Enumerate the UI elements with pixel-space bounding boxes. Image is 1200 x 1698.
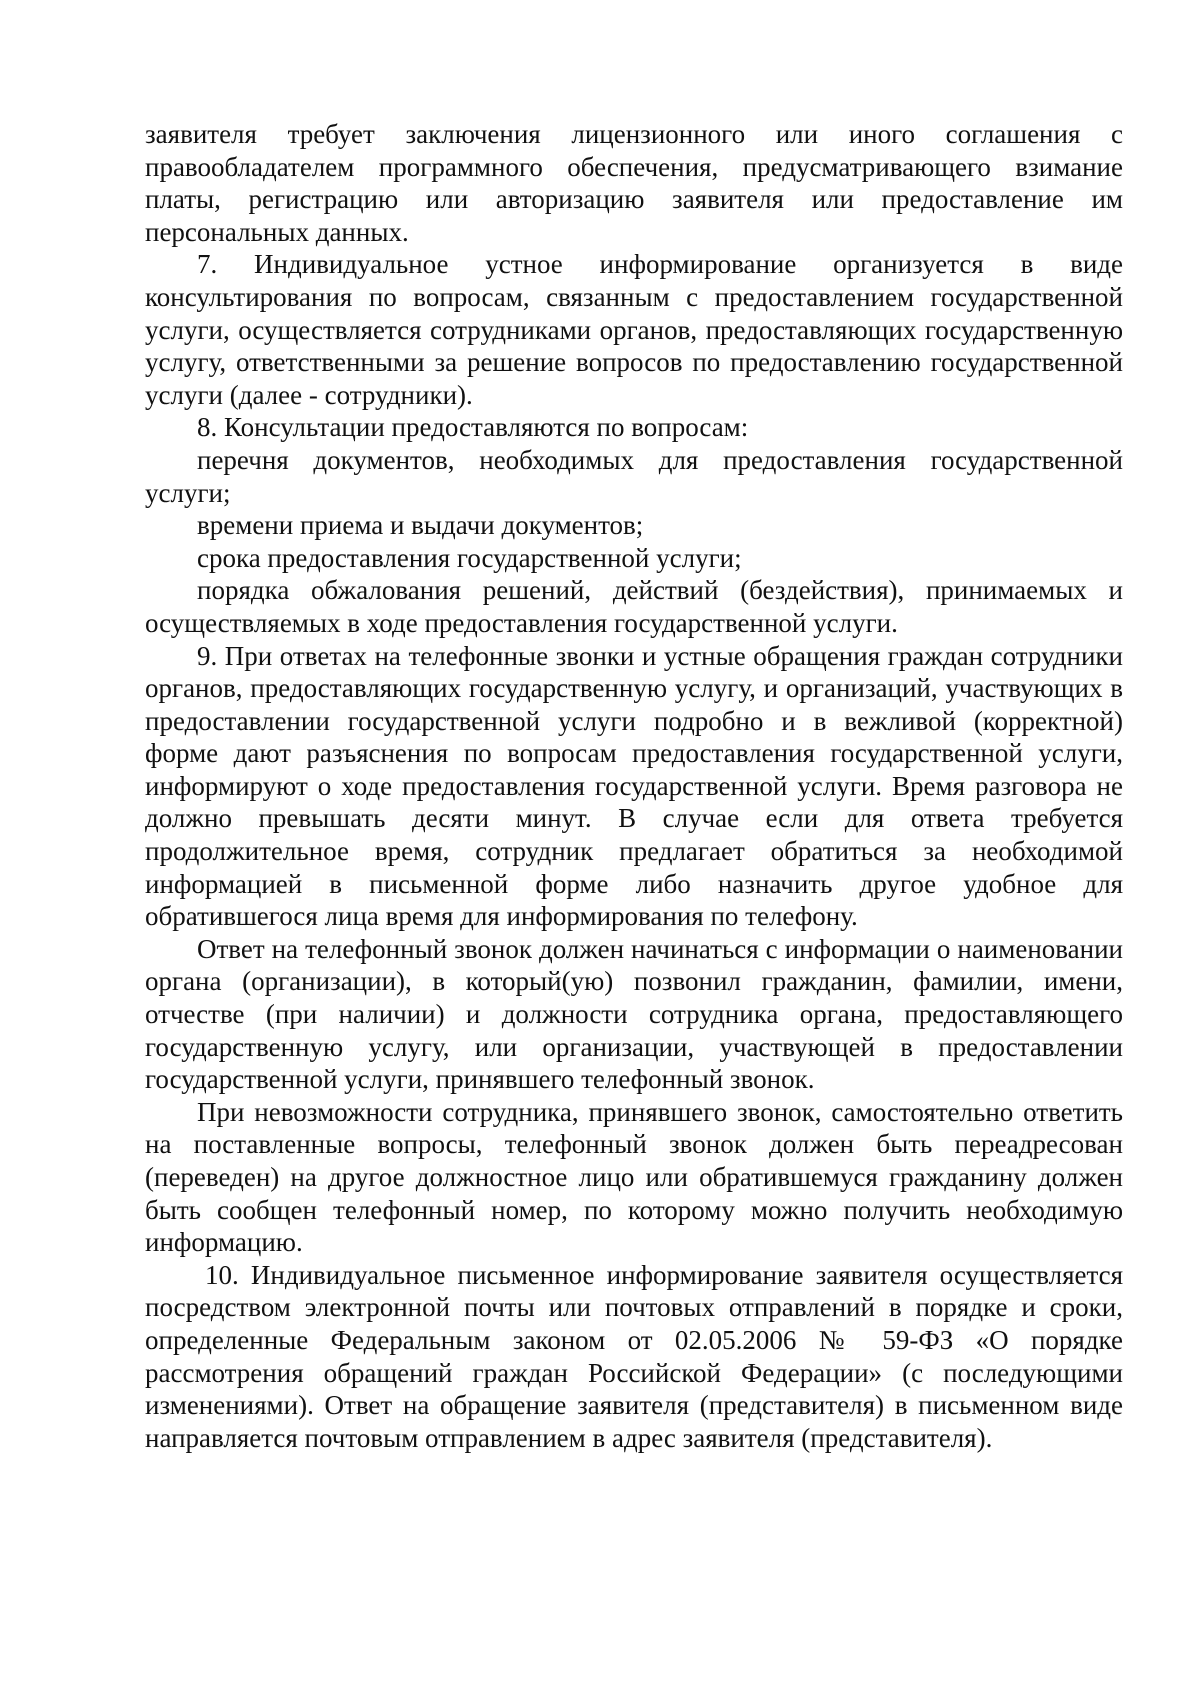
paragraph-item-8: 8. Консультации предоставляются по вопросам: bbox=[197, 412, 749, 443]
paragraph-phone-answer: Ответ на телефонный звонок должен начинаться с информации о наименовании органа (организации), в который(ую) позвонил гражданин, фамилии, имени, отчестве (при наличии) и должности сотрудника органа, предоставляющего государственную услугу, или организации, участвующей в предоставлении государственной услуги, принявшего телефонный звонок. bbox=[145, 933, 1123, 1095]
list-item-appeal: порядка обжалования решений, действий (бездействия), принимаемых и осуществляемых в ходе предоставления государственной услуги. bbox=[145, 575, 1123, 638]
document-page bbox=[145, 118, 1123, 1454]
paragraph-continuation: заявителя требует заключения лицензионного или иного соглашения с правообладателем программного обеспечения, предусматривающего взимание платы, регистрацию или авторизацию заявителя или предоставление им персональных данных. bbox=[145, 119, 1123, 247]
list-item-term: срока предоставления государственной услуги; bbox=[197, 542, 742, 573]
paragraph-item-7: 7. Индивидуальное устное информирование организуется в виде консультирования по вопросам, связанным с предоставлением государственной услуги, осуществляется сотрудниками органов, предоставляющих государственную услугу, ответственными за решение вопросов по предоставлению государственной услуги (далее - сотрудники). bbox=[145, 249, 1123, 410]
list-item-documents: перечня документов, необходимых для предоставления государственной услуги; bbox=[145, 444, 1123, 508]
list-item-reception-time: времени приема и выдачи документов; bbox=[197, 510, 644, 541]
paragraph-item-9: 9. При ответах на телефонные звонки и устные обращения граждан сотрудники органов, предоставляющих государственную услугу, и организаций, участвующих в предоставлении государственной услуги подробно и в вежливой (корректной) форме дают разъяснения по вопросам предоставления государственной услуги, информируют о ходе предоставления государственной услуги. Время разговора не должно превышать десяти минут. В случае если для ответа требуется продолжительное время, сотрудник предлагает обратиться за необходимой информацией в письменной форме либо назначить другое удобное для обратившегося лица время для информирования по телефону. bbox=[145, 640, 1123, 932]
paragraph-redirect: При невозможности сотрудника, принявшего звонок, самостоятельно ответить на поставленные вопросы, телефонный звонок должен быть переадресован (переведен) на другое должностное лицо или обратившемуся гражданину должен быть сообщен телефонный номер, по которому можно получить необходимую информацию. bbox=[145, 1096, 1123, 1258]
paragraph-item-10: 10. Индивидуальное письменное информирование заявителя осуществляется посредством электронной почты или почтовых отправлений в порядке и сроки, определенные Федеральным законом от 02.05.2006 № 59-ФЗ «О порядке рассмотрения обращений граждан Российской Федерации» (с последующими изменениями). Ответ на обращение заявителя (представителя) в письменном виде направляется почтовым отправлением в адрес заявителя (представителя). bbox=[145, 1259, 1123, 1453]
